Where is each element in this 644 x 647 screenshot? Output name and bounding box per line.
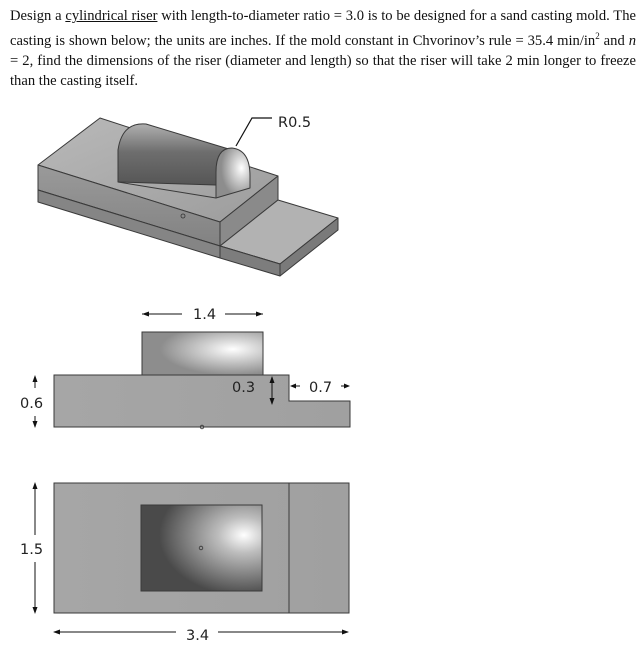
top-view: [20, 482, 349, 644]
cylindrical-riser-term: cylindrical riser: [65, 8, 158, 24]
radius-callout: [236, 115, 311, 146]
problem-text: = 2, find the dimensions of the riser (diameter and length) so that the riser will take 2 min longer to freeze than the casting itself.: [10, 52, 636, 89]
radius-leader-line: [236, 118, 272, 146]
top-width-arrow-left: [142, 312, 149, 317]
depth-label: 1.5: [20, 542, 44, 558]
step-length-label: 0.7: [309, 380, 333, 396]
problem-text: with length-to-diameter ratio = 3.0 is to be designed for a sand casting mold. The casting is shown below; the units are inches. If the mold constant in Chvorinov’s rule = 35.4 min/in: [10, 8, 636, 49]
total-length-arrow-left: [53, 630, 60, 635]
superscript-2: 2: [595, 31, 600, 41]
base-height-label: 0.6: [20, 396, 44, 412]
front-view: [20, 307, 350, 429]
base-height-arrow-up: [33, 375, 38, 382]
total-length-label: 3.4: [186, 628, 210, 644]
total-length-arrow-right: [342, 630, 349, 635]
step-length-arrow-left: [290, 384, 296, 389]
base-front: [54, 375, 350, 427]
riser-front: [142, 332, 263, 375]
step-height-label: 0.3: [232, 380, 256, 396]
top-width-arrow-right: [256, 312, 263, 317]
riser-top-view: [141, 505, 262, 591]
step-length-arrow-right: [344, 384, 350, 389]
radius-label: R0.5: [278, 115, 312, 131]
isometric-view: [38, 118, 338, 276]
depth-arrow-up: [33, 482, 38, 489]
depth-arrow-down: [33, 607, 38, 614]
top-width-label: 1.4: [193, 307, 217, 323]
problem-text: and: [599, 32, 629, 49]
problem-text: Design a: [10, 8, 66, 24]
base-height-arrow-down: [33, 421, 38, 428]
n-symbol: n: [628, 32, 636, 49]
